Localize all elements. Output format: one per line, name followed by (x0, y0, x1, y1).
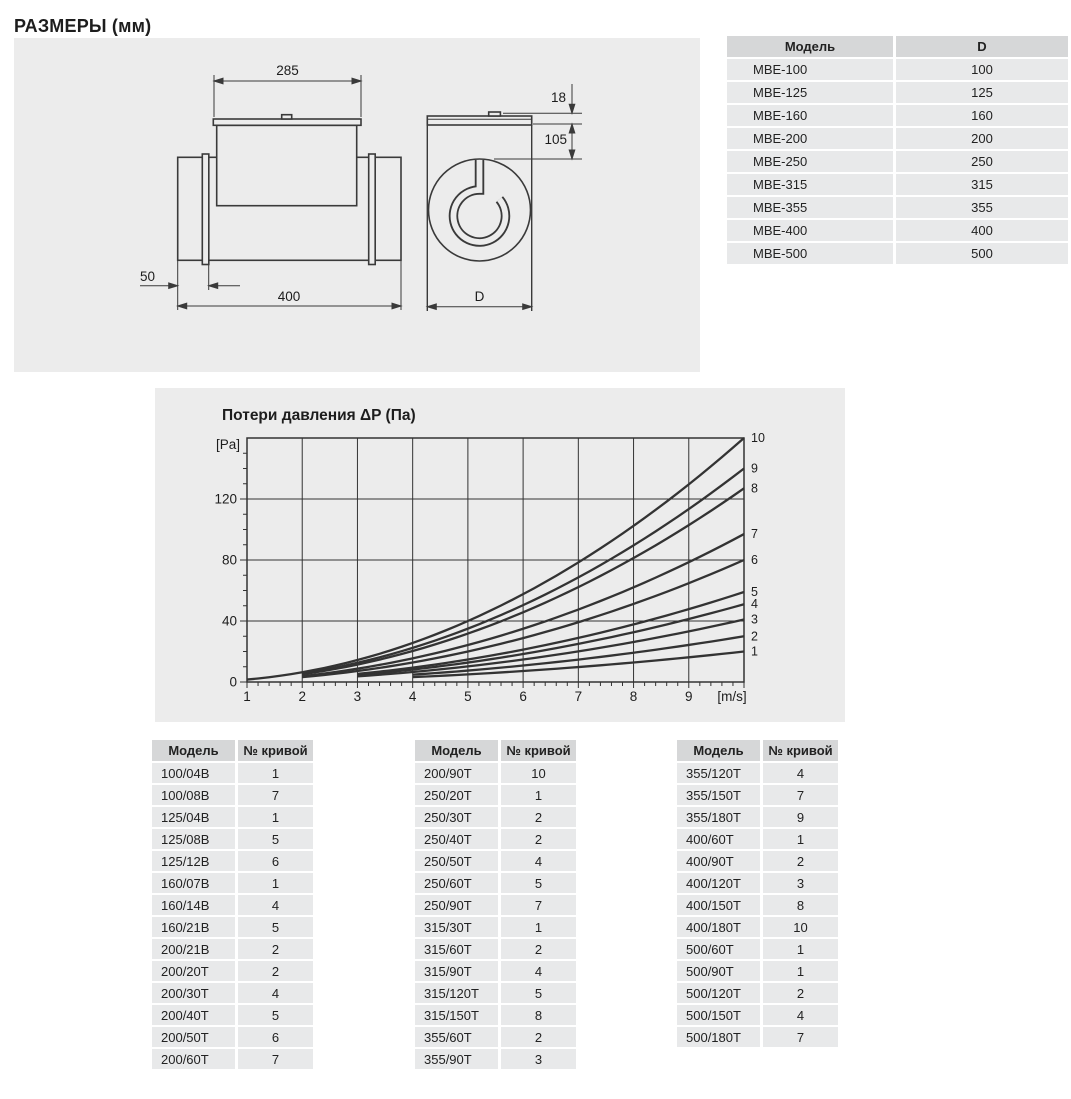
cell: 250/60T (415, 873, 498, 893)
cell: 125/12B (152, 851, 235, 871)
table-row (415, 829, 576, 849)
table-row (152, 851, 313, 871)
dim-box-width-label: 285 (276, 63, 299, 78)
table-row (727, 105, 1068, 126)
table-row (152, 785, 313, 805)
table-row (677, 939, 838, 959)
cell: 355/150T (677, 785, 760, 805)
chart-title: Потери давления ΔP (Па) (222, 407, 416, 424)
curve-label: 2 (751, 629, 758, 644)
cell: 2 (238, 939, 313, 959)
y-tick-label: 120 (214, 491, 237, 507)
cell: 6 (238, 851, 313, 871)
cell: 4 (501, 961, 576, 981)
pressure-loss-chart (155, 388, 845, 722)
x-tick-label: 8 (629, 689, 638, 704)
header-row (152, 740, 313, 761)
cell: 5 (238, 1005, 313, 1025)
model-diameter-table (724, 34, 1071, 266)
cell: 315/90T (415, 961, 498, 981)
table-row (152, 895, 313, 915)
table-row (415, 785, 576, 805)
cell: 250 (896, 151, 1068, 172)
cell: 250/50T (415, 851, 498, 871)
column-header: Модель (677, 740, 760, 761)
cell: 400/120T (677, 873, 760, 893)
flange-right (369, 154, 376, 265)
cell: 250/40T (415, 829, 498, 849)
cell: MBE-355 (727, 197, 893, 218)
cell: MBE-200 (727, 128, 893, 149)
table-row (415, 851, 576, 871)
cell: 8 (763, 895, 838, 915)
cell: 400/60T (677, 829, 760, 849)
table-row (727, 128, 1068, 149)
cell: 400/150T (677, 895, 760, 915)
table-row (677, 763, 838, 783)
arrowhead (209, 283, 218, 289)
cell: 1 (763, 961, 838, 981)
cell: 315/30T (415, 917, 498, 937)
cell: 2 (501, 829, 576, 849)
cell: 5 (238, 829, 313, 849)
cell: 4 (763, 1005, 838, 1025)
lid (213, 119, 361, 125)
cell: MBE-315 (727, 174, 893, 195)
dimensions-drawing (14, 38, 700, 372)
cell: MBE-160 (727, 105, 893, 126)
cell: 200/40T (152, 1005, 235, 1025)
cell: 160/14B (152, 895, 235, 915)
cell: 500 (896, 243, 1068, 264)
arrowhead (569, 124, 575, 133)
cell: 1 (238, 873, 313, 893)
cell: 6 (238, 1027, 313, 1047)
cell: 4 (763, 763, 838, 783)
page-title: РАЗМЕРЫ (мм) (14, 16, 152, 37)
lid-handle (282, 115, 292, 119)
table-row (415, 873, 576, 893)
table-row (677, 873, 838, 893)
arrowhead (352, 78, 361, 84)
cell: 200/60T (152, 1049, 235, 1069)
table-row (727, 59, 1068, 80)
table-row (152, 961, 313, 981)
table-row (152, 1027, 313, 1047)
curve-10 (247, 438, 744, 680)
cell: 10 (763, 917, 838, 937)
cell: 1 (763, 829, 838, 849)
cell: 2 (501, 939, 576, 959)
cell: 200/50T (152, 1027, 235, 1047)
cell: 2 (501, 807, 576, 827)
cell: MBE-250 (727, 151, 893, 172)
column-header: Модель (152, 740, 235, 761)
table-row (415, 1027, 576, 1047)
cell: 100 (896, 59, 1068, 80)
cell: MBE-100 (727, 59, 893, 80)
table-row (152, 829, 313, 849)
dim-lid-height-label: 18 (550, 90, 566, 105)
curve-table-3 (674, 738, 841, 1049)
cell: 200/30T (152, 983, 235, 1003)
table-row (152, 939, 313, 959)
cell: MBE-125 (727, 82, 893, 103)
cell: 5 (501, 983, 576, 1003)
column-header: № кривой (763, 740, 838, 761)
x-tick-label: 7 (574, 689, 583, 704)
curve-label: 1 (751, 644, 758, 659)
cell: 315 (896, 174, 1068, 195)
cell: 7 (238, 785, 313, 805)
table-row (415, 1005, 576, 1025)
x-tick-label: 3 (353, 689, 362, 704)
cell: 7 (501, 895, 576, 915)
curve-label: 9 (751, 461, 758, 476)
curve-table-2 (412, 738, 579, 1071)
table-row (727, 174, 1068, 195)
table-row (415, 939, 576, 959)
y-tick-label: 80 (221, 552, 237, 568)
cell: 2 (501, 1027, 576, 1047)
cell: 400/90T (677, 851, 760, 871)
curve-label: 3 (751, 612, 758, 627)
cell: 3 (501, 1049, 576, 1069)
cell: 1 (501, 917, 576, 937)
table-row (727, 151, 1068, 172)
front-lid-handle (489, 112, 501, 116)
y-tick-label: 40 (221, 613, 237, 629)
cell: MBE-500 (727, 243, 893, 264)
cell: 7 (238, 1049, 313, 1069)
cell: 315/60T (415, 939, 498, 959)
cell: MBE-400 (727, 220, 893, 241)
table-row (152, 873, 313, 893)
curve-label: 7 (751, 527, 758, 542)
connection-box (217, 125, 357, 205)
cell: 4 (238, 983, 313, 1003)
table-row (152, 1049, 313, 1069)
side-view (178, 115, 401, 265)
table-row (415, 895, 576, 915)
cell: 160/07B (152, 873, 235, 893)
x-tick-label: 1 (243, 689, 251, 704)
header-row (727, 36, 1068, 57)
curve-table-3-wrap (677, 740, 838, 1047)
cell: 5 (238, 917, 313, 937)
front-lid (427, 116, 531, 125)
column-header: № кривой (238, 740, 313, 761)
cell: 2 (763, 983, 838, 1003)
cell: 7 (763, 785, 838, 805)
table-row (152, 807, 313, 827)
arrowhead (569, 150, 575, 159)
dimensions-drawing-panel (14, 38, 700, 372)
curve-4 (357, 604, 744, 675)
dim-box-height-label: 105 (544, 132, 567, 147)
table-row (415, 961, 576, 981)
curve-label: 10 (751, 431, 765, 445)
table-row (677, 785, 838, 805)
column-header: № кривой (501, 740, 576, 761)
column-header: D (896, 36, 1068, 57)
table-row (415, 983, 576, 1003)
cell: 7 (763, 1027, 838, 1047)
table-row (677, 1027, 838, 1047)
curve-table-2-wrap (415, 740, 576, 1069)
cell: 125/04B (152, 807, 235, 827)
table-row (677, 1005, 838, 1025)
cell: 100/04B (152, 763, 235, 783)
pressure-loss-chart-panel (155, 388, 845, 722)
table-row (152, 763, 313, 783)
table-row (415, 1049, 576, 1069)
cell: 4 (501, 851, 576, 871)
cell: 500/90T (677, 961, 760, 981)
table-row (727, 243, 1068, 264)
dim-diameter-label: D (474, 289, 485, 304)
cell: 500/120T (677, 983, 760, 1003)
arrowhead (178, 303, 187, 309)
curve-label: 5 (751, 585, 758, 600)
table-row (677, 851, 838, 871)
x-axis-unit-label: [m/s] (717, 689, 747, 704)
header-row (677, 740, 838, 761)
cell: 1 (763, 939, 838, 959)
cell: 8 (501, 1005, 576, 1025)
cell: 2 (763, 851, 838, 871)
x-tick-label: 6 (519, 689, 527, 704)
cell: 500/60T (677, 939, 760, 959)
cell: 355/180T (677, 807, 760, 827)
cell: 355/120T (677, 763, 760, 783)
x-tick-label: 5 (464, 689, 472, 704)
cell: 1 (238, 763, 313, 783)
x-tick-label: 4 (408, 689, 417, 704)
table-row (677, 983, 838, 1003)
cell: 500/150T (677, 1005, 760, 1025)
curve-table-1-wrap (152, 740, 313, 1069)
dim-flange-offset-label: 50 (139, 269, 156, 284)
table-row (727, 197, 1068, 218)
header-row (415, 740, 576, 761)
arrowhead (569, 104, 575, 113)
table-row (152, 1005, 313, 1025)
column-header: Модель (415, 740, 498, 761)
curve-label: 4 (751, 597, 758, 612)
table-row (677, 807, 838, 827)
cell: 4 (238, 895, 313, 915)
cell: 400 (896, 220, 1068, 241)
cell: 355 (896, 197, 1068, 218)
table-row (415, 807, 576, 827)
cell: 160/21B (152, 917, 235, 937)
cell: 200/90T (415, 763, 498, 783)
cell: 1 (501, 785, 576, 805)
cell: 100/08B (152, 785, 235, 805)
cell: 2 (238, 961, 313, 981)
dim-length-label: 400 (277, 289, 301, 304)
table-row (415, 917, 576, 937)
cell: 500/180T (677, 1027, 760, 1047)
y-tick-label: 0 (229, 674, 237, 690)
cell: 315/150T (415, 1005, 498, 1025)
column-header: Модель (727, 36, 893, 57)
cell: 250/30T (415, 807, 498, 827)
arrowhead (214, 78, 223, 84)
flange-left (202, 154, 209, 265)
cell: 250/90T (415, 895, 498, 915)
curve-table-1 (149, 738, 316, 1071)
curve-label: 6 (751, 553, 758, 567)
cell: 250/20T (415, 785, 498, 805)
arrowhead (392, 303, 401, 309)
cell: 160 (896, 105, 1068, 126)
arrowhead (169, 283, 178, 289)
cell: 1 (238, 807, 313, 827)
front-view (427, 112, 531, 311)
cell: 315/120T (415, 983, 498, 1003)
arrowhead (523, 304, 532, 310)
y-axis-unit-label: [Pa] (215, 437, 240, 452)
table-row (727, 82, 1068, 103)
cell: 5 (501, 873, 576, 893)
model-diameter-table-wrap (727, 36, 1068, 264)
arrowhead (427, 304, 436, 310)
table-row (677, 917, 838, 937)
cell: 125 (896, 82, 1068, 103)
x-tick-label: 2 (298, 689, 306, 704)
cell: 355/60T (415, 1027, 498, 1047)
cell: 200/20T (152, 961, 235, 981)
table-row (415, 763, 576, 783)
cell: 125/08B (152, 829, 235, 849)
x-tick-label: 9 (685, 689, 693, 704)
table-row (152, 917, 313, 937)
cell: 400/180T (677, 917, 760, 937)
cell: 355/90T (415, 1049, 498, 1069)
cell: 200 (896, 128, 1068, 149)
cell: 10 (501, 763, 576, 783)
table-row (677, 829, 838, 849)
cell: 200/21B (152, 939, 235, 959)
cell: 3 (763, 873, 838, 893)
table-row (152, 983, 313, 1003)
table-row (727, 220, 1068, 241)
table-row (677, 961, 838, 981)
curve-label: 8 (751, 481, 758, 496)
table-row (677, 895, 838, 915)
cell: 9 (763, 807, 838, 827)
